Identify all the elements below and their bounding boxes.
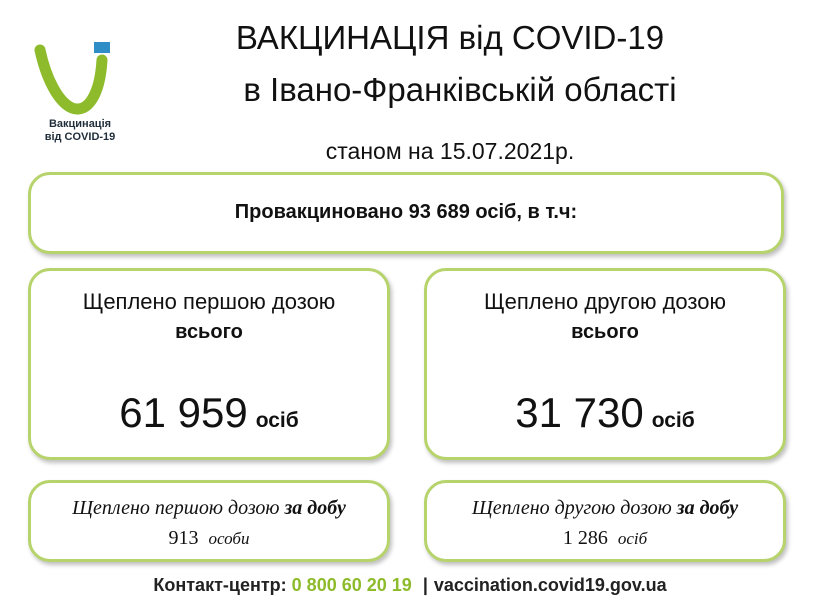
footer-separator: | bbox=[422, 575, 428, 595]
first-dose-day-unit: особи bbox=[208, 529, 250, 548]
contact-center-label: Контакт-центр: bbox=[153, 575, 287, 595]
second-dose-day-unit: осіб bbox=[617, 529, 648, 548]
second-dose-value-row bbox=[427, 389, 783, 437]
total-vaccinated-text: Провакциновано 93 689 осіб, в т.ч: bbox=[234, 201, 578, 223]
first-dose-subtitle: всього bbox=[175, 321, 243, 343]
first-dose-title: Щеплено першою дозою bbox=[82, 289, 336, 314]
contact-footer bbox=[0, 575, 820, 596]
contact-phone-link[interactable]: 0 800 60 20 19 bbox=[291, 575, 412, 595]
second-dose-day-title-bold: за добу bbox=[676, 497, 739, 519]
second-dose-unit: осіб bbox=[651, 409, 695, 432]
second-dose-total-box bbox=[424, 268, 786, 460]
page-title-line2: в Івано-Франківській області bbox=[243, 71, 677, 108]
second-dose-day-title bbox=[427, 497, 783, 520]
logo-caption bbox=[20, 118, 140, 144]
website-link[interactable]: vaccination.covid19.gov.ua bbox=[433, 575, 667, 595]
second-dose-day-value-row bbox=[427, 527, 783, 550]
first-dose-day-value: 913 bbox=[168, 527, 199, 549]
logo-dot-icon bbox=[94, 42, 110, 53]
second-dose-value: 31 730 bbox=[515, 389, 644, 436]
first-dose-value: 61 959 bbox=[119, 389, 248, 436]
logo-caption-line1: Вакцинація bbox=[48, 118, 112, 130]
second-dose-day-title-text: Щеплено другою дозою bbox=[471, 497, 672, 519]
total-vaccinated-box bbox=[28, 172, 784, 254]
logo-caption-line2: від COVID-19 bbox=[44, 131, 116, 143]
first-dose-unit: осіб bbox=[255, 409, 299, 432]
first-dose-day-value-row bbox=[31, 527, 387, 550]
first-dose-value-row bbox=[31, 389, 387, 437]
first-dose-day-box bbox=[28, 480, 390, 562]
first-dose-day-title-bold: за добу bbox=[284, 497, 346, 519]
first-dose-day-title bbox=[31, 497, 387, 520]
report-date: станом на 15.07.2021р. bbox=[325, 138, 575, 164]
second-dose-day-value: 1 286 bbox=[562, 527, 608, 549]
second-dose-title: Щеплено другою дозою bbox=[484, 289, 726, 314]
second-dose-day-box bbox=[424, 480, 786, 562]
vaccination-v-logo-icon bbox=[30, 38, 130, 123]
first-dose-total-box bbox=[28, 268, 390, 460]
second-dose-subtitle: всього bbox=[571, 321, 639, 343]
first-dose-day-title-text: Щеплено першою дозою bbox=[72, 497, 280, 519]
page-title-line1: ВАКЦИНАЦІЯ від COVID-19 bbox=[235, 19, 665, 56]
